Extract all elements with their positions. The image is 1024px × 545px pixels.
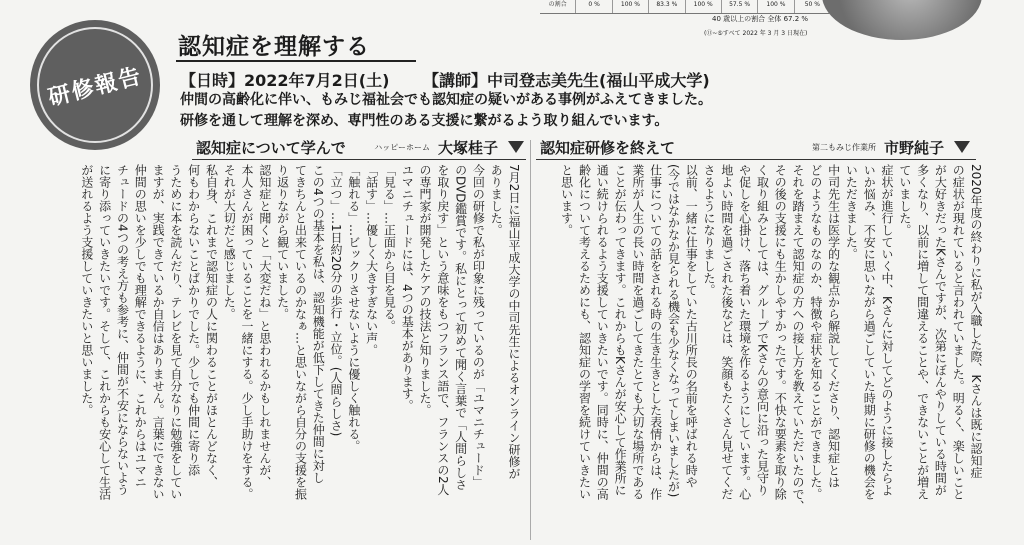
right-section-body: 2020年度の終わりに私が入職した際、Kさんは既に認知症 の症状が現れていると言われていました。明るく、楽しいこと が大好きだったKさんですが、次第にぼんやりしている時間が 多くなり、以前に増して間違えることや、できないことが増え ていました。 症状が進行していく中、Kさんに対してどのように接したらよ いか悩み、不安に思いながら過ごしていた時期に研修の機会を いただきました。 中司先生は医学的な観点から解説してくださり、認知症とは どのようなものなのか、特徴や症状を知ることができました。 それを踏まえて認知症の方への接し方を教えていただいたので、 その後の支援にも生かしやすかったです。不快な要素を取り除 く取り組みとしては、グループでKさんの意向に沿った見守り や促しを心掛け、落ち着いた環境を作るようにしています。心 地よい時間を過ごされた後などは、笑顔もたくさん見せてくだ さるようになりました。 以前、一緒に仕事をしていた古川所長の名前を呼ばれる時や (今ではなかなか見られる機会も少なくなってしまいましたが) 仕事についての話をされる時の生き生きとした表情からは、作 業所が人生の長い時間を過ごしてきたとても大切な場所である ことが伝わってきます。これからもKさんが安心して作業所に 通い続けられるよう支援していきたいです。同時に、仲間の高 齢化について考えるためにも、認知症の学習を続けていきたい と思います。 bbox=[559, 164, 983, 512]
top-table-fragment bbox=[540, 0, 830, 14]
table-cell: 100 % bbox=[612, 0, 648, 13]
left-header-rule bbox=[192, 159, 526, 160]
left-author-affiliation: ハッピーホーム bbox=[374, 142, 430, 152]
table-cell: 83.3 % bbox=[648, 0, 684, 13]
left-section-heading: 認知症について学んで bbox=[196, 138, 346, 157]
cropped-photo bbox=[822, 0, 982, 40]
table-cell: 50 % bbox=[794, 0, 830, 13]
left-section-body: 7月2日に福山平成大学の中司先生によるオンライン研修が ありました。 今回の研修で私が印象に残っているのが「ユマニチュード」 のDVD鑑賞です。私にとって初めて聞く言葉で「人間らしさ を取り戻す」という意味をもつフランス語で、フランスの2人 の専門家が開発したケアの技法と知りました。 ユマニチュードには、4つの基本があります。 「見る」…正面から目を見る。 「話す」…優しく大きすぎない声。 「触れる」…ビックリさせないように優しく触れる。 「立つ」…1日約20分の歩行・立位。(人間らしさ) この4つの基本を私は、認知機能が低下してきた仲間に対し てきちんと出来ているのかなぁ…と思いながら自分の支援を振 り返りながら観ていました。 認知症と聞くと「大変だね」と思われるかもしれませんが、 本人さんが困っていることを一緒にする。少し手助けをする。 それが大切だと感じました。 私自身、これまで認知症の人に関わることがほとんどなく、 何もわからないことばかりでした。少しでも仲間に寄り添 うために本を読んだり、テレビを見て自分なりに勉強をしてい ますが、実践できているか自信はありません。言葉にできない 仲間の思いを少しでも理解できるように、これからはユマニ チュードの4つの考え方も参考に、仲間が不安にならないよう に寄り添っていきたいです。そして、これからも安心して生活 が送れるよう支援していきたいと思いました。 bbox=[79, 164, 521, 500]
table-cell: 100 % bbox=[685, 0, 721, 13]
intro-line: 研修を通して理解を深め、専門性のある支援に繋がるよう取り組んでいます。 bbox=[180, 113, 669, 129]
table-footnote: 40 歳以上の割合 全体 67.2 % bbox=[712, 15, 809, 23]
title-underline bbox=[176, 60, 416, 62]
table-cell: の割合 bbox=[548, 1, 567, 8]
triangle-marker-icon bbox=[508, 141, 524, 153]
triangle-marker-icon bbox=[954, 141, 970, 153]
left-section-header bbox=[196, 137, 524, 157]
right-section-header bbox=[540, 137, 970, 157]
event-lecturer: 【講師】中司登志美先生(福山平成大学) bbox=[423, 71, 710, 90]
badge-label: 研修報告 bbox=[45, 63, 146, 111]
event-date: 【日時】2022年7月2日(土) bbox=[180, 71, 390, 90]
intro-line: 仲間の高齢化に伴い、もみじ福祉会でも認知症の疑いがある事例がふえてきました。 bbox=[180, 92, 712, 108]
article-intro bbox=[180, 90, 712, 132]
right-header-rule bbox=[536, 159, 976, 160]
event-meta bbox=[180, 68, 738, 91]
right-author-affiliation: 第二もみじ作業所 bbox=[811, 142, 876, 152]
right-author-name: 市野純子 bbox=[883, 138, 944, 157]
right-section-heading: 認知症研修を終えて bbox=[540, 138, 676, 157]
table-cell: 100 % bbox=[757, 0, 793, 13]
table-cell: 0 % bbox=[575, 0, 611, 13]
section-badge bbox=[30, 20, 160, 150]
article-title: 認知症を理解する bbox=[178, 34, 370, 60]
table-date-note: (⑪~⑤すべて 2022 年 3 月 3 日現在) bbox=[704, 30, 808, 37]
left-author-name: 大塚桂子 bbox=[437, 138, 498, 157]
table-cell: 57.5 % bbox=[721, 0, 757, 13]
